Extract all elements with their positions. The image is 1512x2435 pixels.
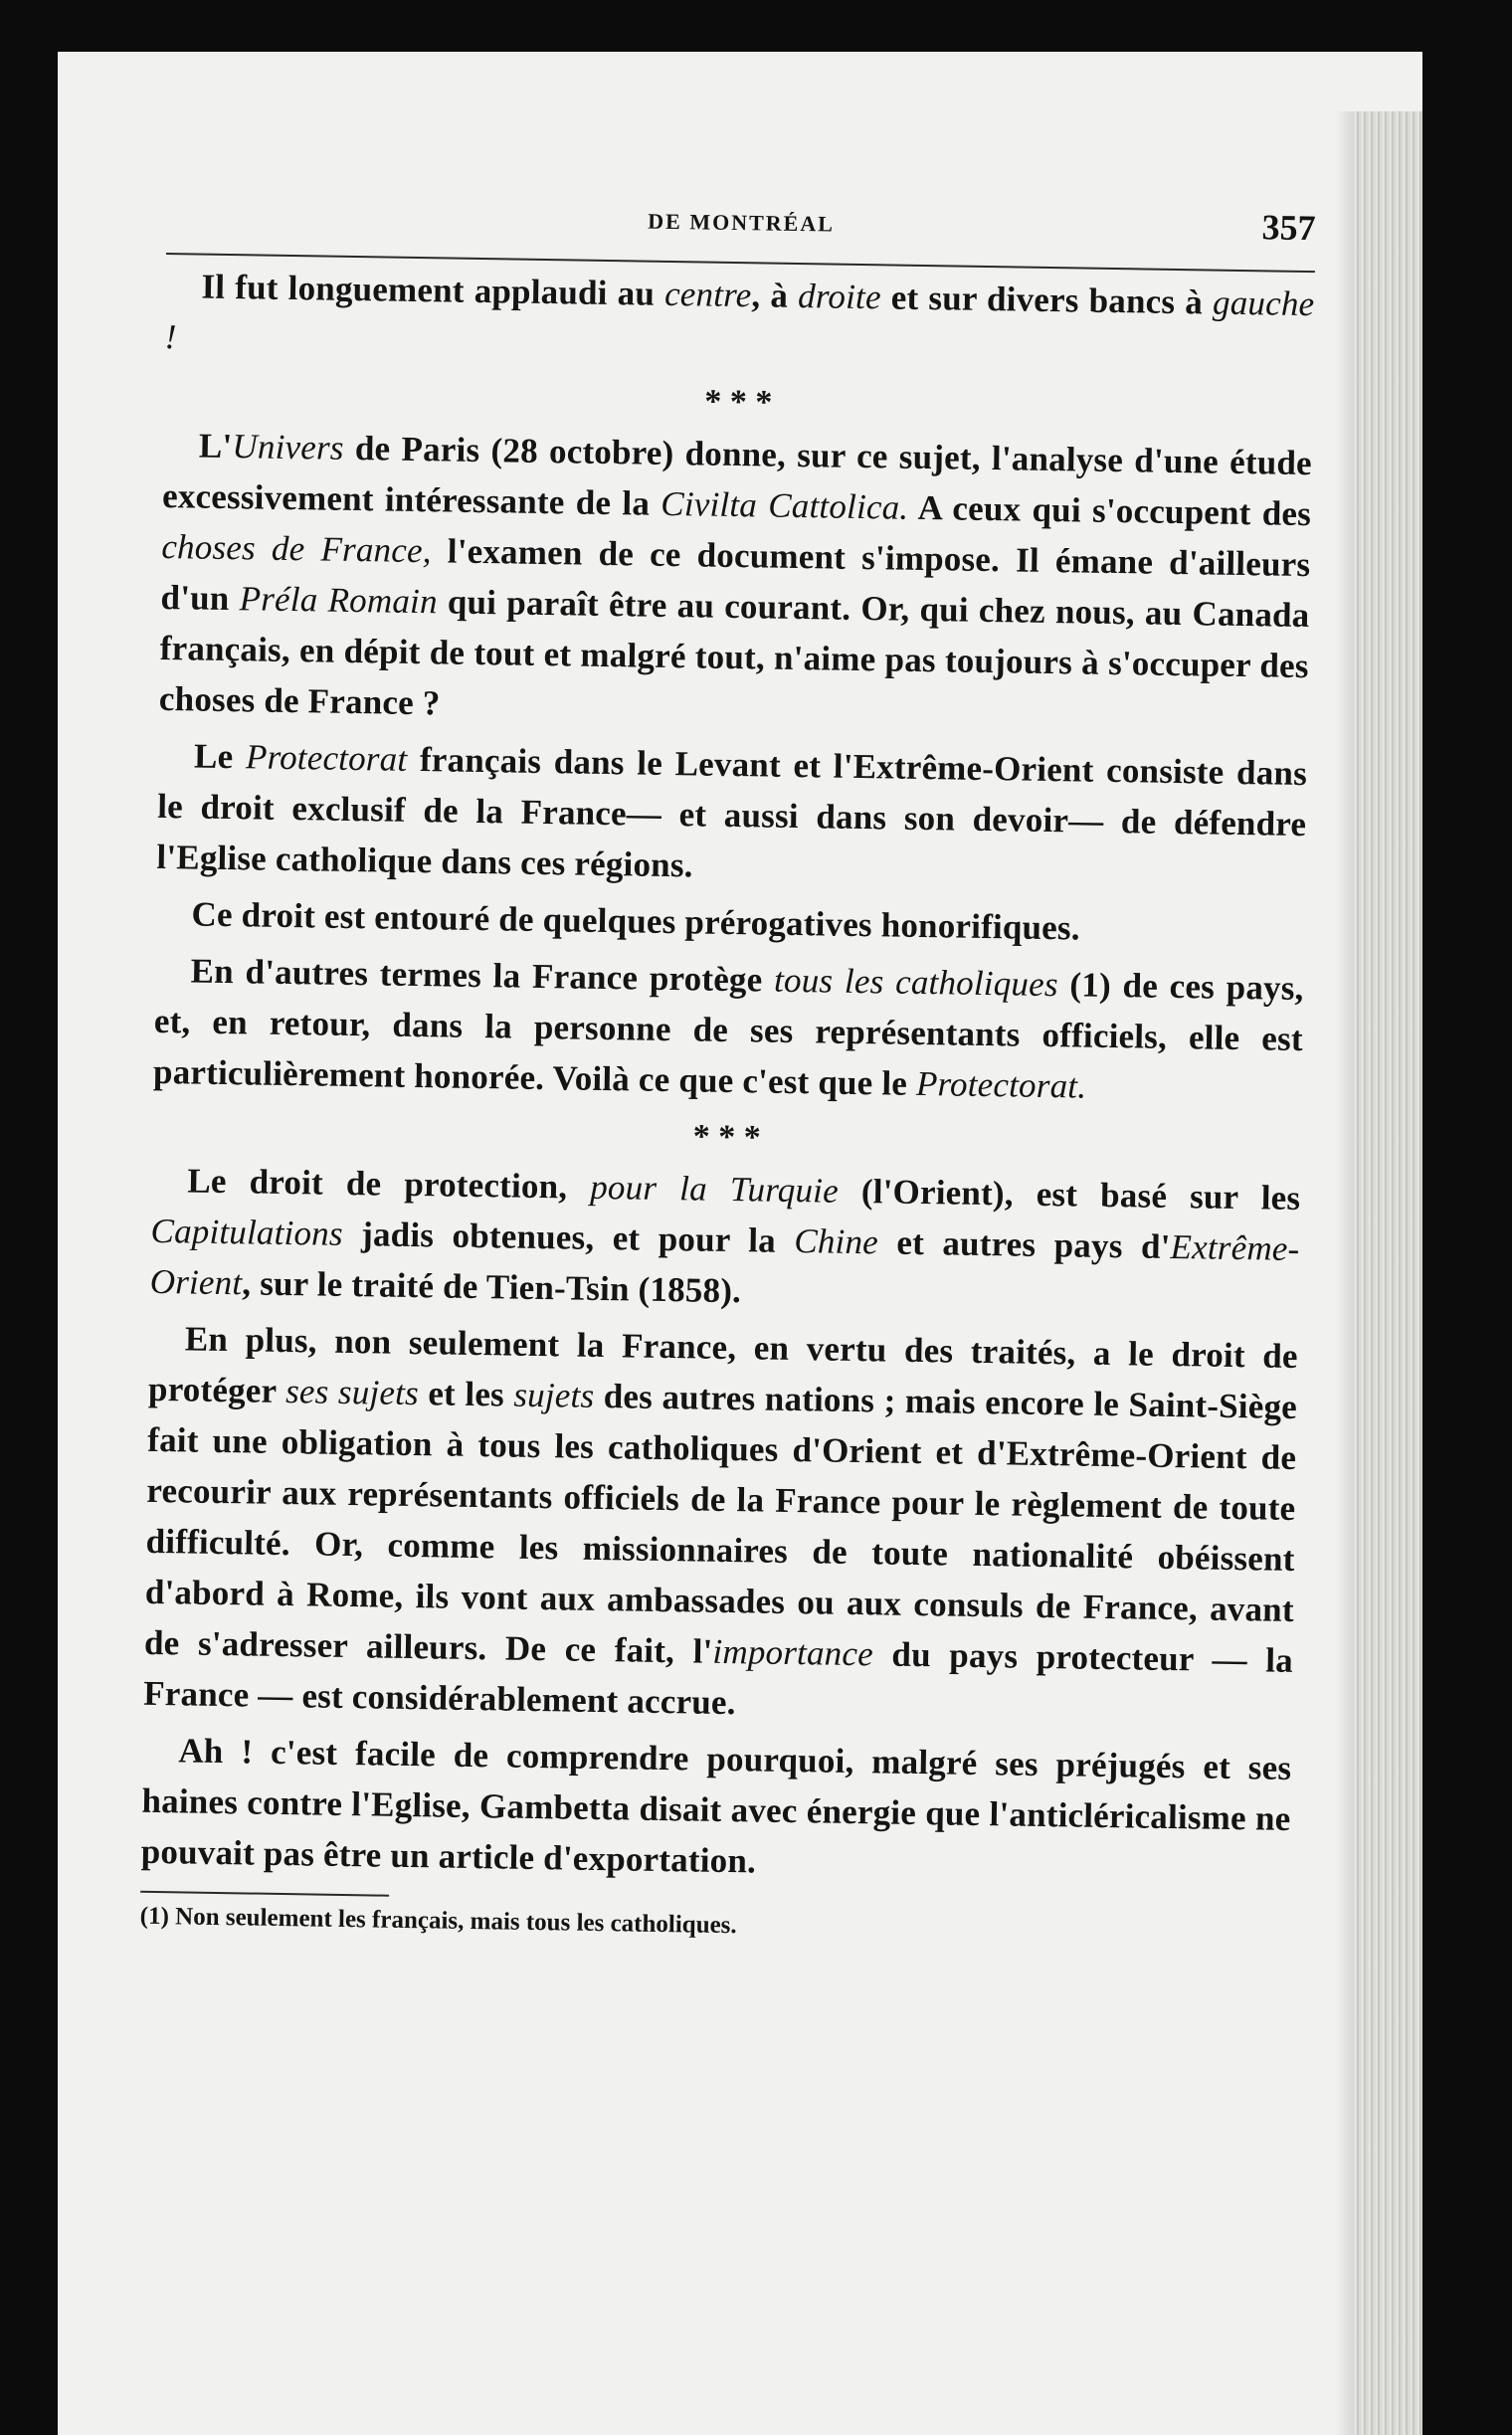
italic-run: Protectorat.	[915, 1063, 1087, 1106]
text-run: et sur divers bancs à	[880, 278, 1214, 322]
italic-run: Univers	[232, 427, 344, 468]
text-run: et les	[418, 1374, 514, 1414]
text-run: (l'Orient), est basé sur les	[838, 1171, 1301, 1218]
italic-run: droite	[797, 276, 882, 317]
paragraph-autres-termes	[153, 945, 1304, 1115]
page-stack-edge	[1353, 111, 1422, 2435]
text-run: jadis obtenues, et pour la	[342, 1214, 795, 1261]
text-run: de Paris (28 octobre) donne, sur ce sujet, l'analyse d'une étude excessivement intéressante de la	[161, 428, 1313, 523]
text-run: du pays protecteur — la France — est considérablement accrue.	[142, 1634, 1294, 1723]
page-header	[166, 191, 1316, 271]
italic-run: pour la Turquie	[589, 1167, 840, 1211]
text-run: qui paraît être au courant. Or, qui chez nous, au Canada français, en dépit de tout et malgré tout, n'aime pas toujours à s'occuper des choses de France ?	[158, 582, 1310, 723]
text-run: A ceux qui s'occupent des	[908, 487, 1312, 534]
paragraph-prerogatives: Ce droit est entouré de quelques prérogatives honorifiques.	[191, 894, 1081, 948]
italic-run: Chine	[794, 1221, 879, 1262]
italic-run: sujets	[513, 1375, 595, 1415]
footnote-rule	[140, 1891, 389, 1897]
italic-run: centre	[663, 274, 752, 315]
text-run: français dans le Levant et l'Extrême-Orient consiste dans le droit exclusif de la France— et aussi dans son devoir— de défendre l'Eglise catholique dans ces régions.	[156, 739, 1308, 885]
text-run: En plus, non seulement la France, en vertu des traités, a le droit de protéger	[147, 1319, 1299, 1411]
page-content	[139, 191, 1315, 1953]
italic-run: Préla Romain	[239, 579, 439, 622]
section-separator: * * *	[703, 383, 773, 422]
text-run: En d'autres termes la France protège	[190, 951, 775, 1000]
paragraph-protectorat	[156, 730, 1307, 900]
text-run: Il fut longuement applaudi au	[201, 267, 665, 313]
italic-run: choses de France,	[161, 526, 433, 571]
section-separator: * * *	[692, 1118, 761, 1157]
text-run: L'	[198, 426, 233, 467]
paragraph-droit-protection	[149, 1155, 1300, 1325]
text-run: et autres pays d'	[877, 1222, 1171, 1266]
page-gutter-shadow	[1335, 111, 1353, 2435]
italic-run: Protectorat	[245, 737, 408, 779]
running-head: DE MONTRÉAL	[648, 208, 836, 237]
book-page	[58, 52, 1422, 2435]
paragraph-gambetta: Ah ! c'est facile de comprendre pourquoi, malgré ses préjugés et ses haines contre l'Eglise, Gambetta disait avec énergie que l'anticléricalisme ne pouvait pas être un article d'exportation.	[140, 1731, 1292, 1881]
text-run: Le droit de protection,	[187, 1161, 591, 1207]
paragraph-applause	[164, 261, 1314, 380]
footnote: (1) Non seulement les français, mais tous les catholiques.	[139, 1902, 737, 1940]
text-run: , à	[751, 276, 799, 315]
text-run: (1) de ces pays, et, en retour, dans la personne de ses représentants officiels, elle est particulièrement honorée. Voilà ce que c'est que le	[152, 965, 1304, 1103]
italic-run: importance	[712, 1631, 874, 1674]
italic-run: gauche !	[164, 282, 1315, 357]
text-run: Le	[193, 736, 247, 777]
italic-run: Capitulations	[150, 1211, 344, 1253]
text-run: , sur le traité de Tien-Tsin (1858).	[242, 1263, 742, 1311]
text-run: des autres nations ; mais encore le Saint-Siège fait une obligation à tous les catholiques d'Orient et d'Extrême-Orient de recourir aux représentants officiels de la France pour le règlement de toute difficulté. Or, comme les missionnaires de toute nationalité obéissent d'abord à Rome, ils vont aux ambassades ou aux consuls de France, avant de s'adresser ailleurs. De ce fait, l'	[143, 1376, 1298, 1671]
paragraph-univers	[159, 420, 1313, 742]
text-run: l'examen de ce document s'impose. Il émane d'ailleurs d'un	[160, 531, 1311, 619]
italic-run: tous les catholiques	[773, 960, 1059, 1005]
page-number: 357	[1261, 207, 1316, 249]
italic-run: Extrême-Orient	[149, 1226, 1300, 1303]
italic-run: Civilta Cattolica.	[661, 483, 909, 527]
italic-run: ses sujets	[284, 1372, 420, 1413]
paragraph-en-plus	[143, 1313, 1298, 1737]
